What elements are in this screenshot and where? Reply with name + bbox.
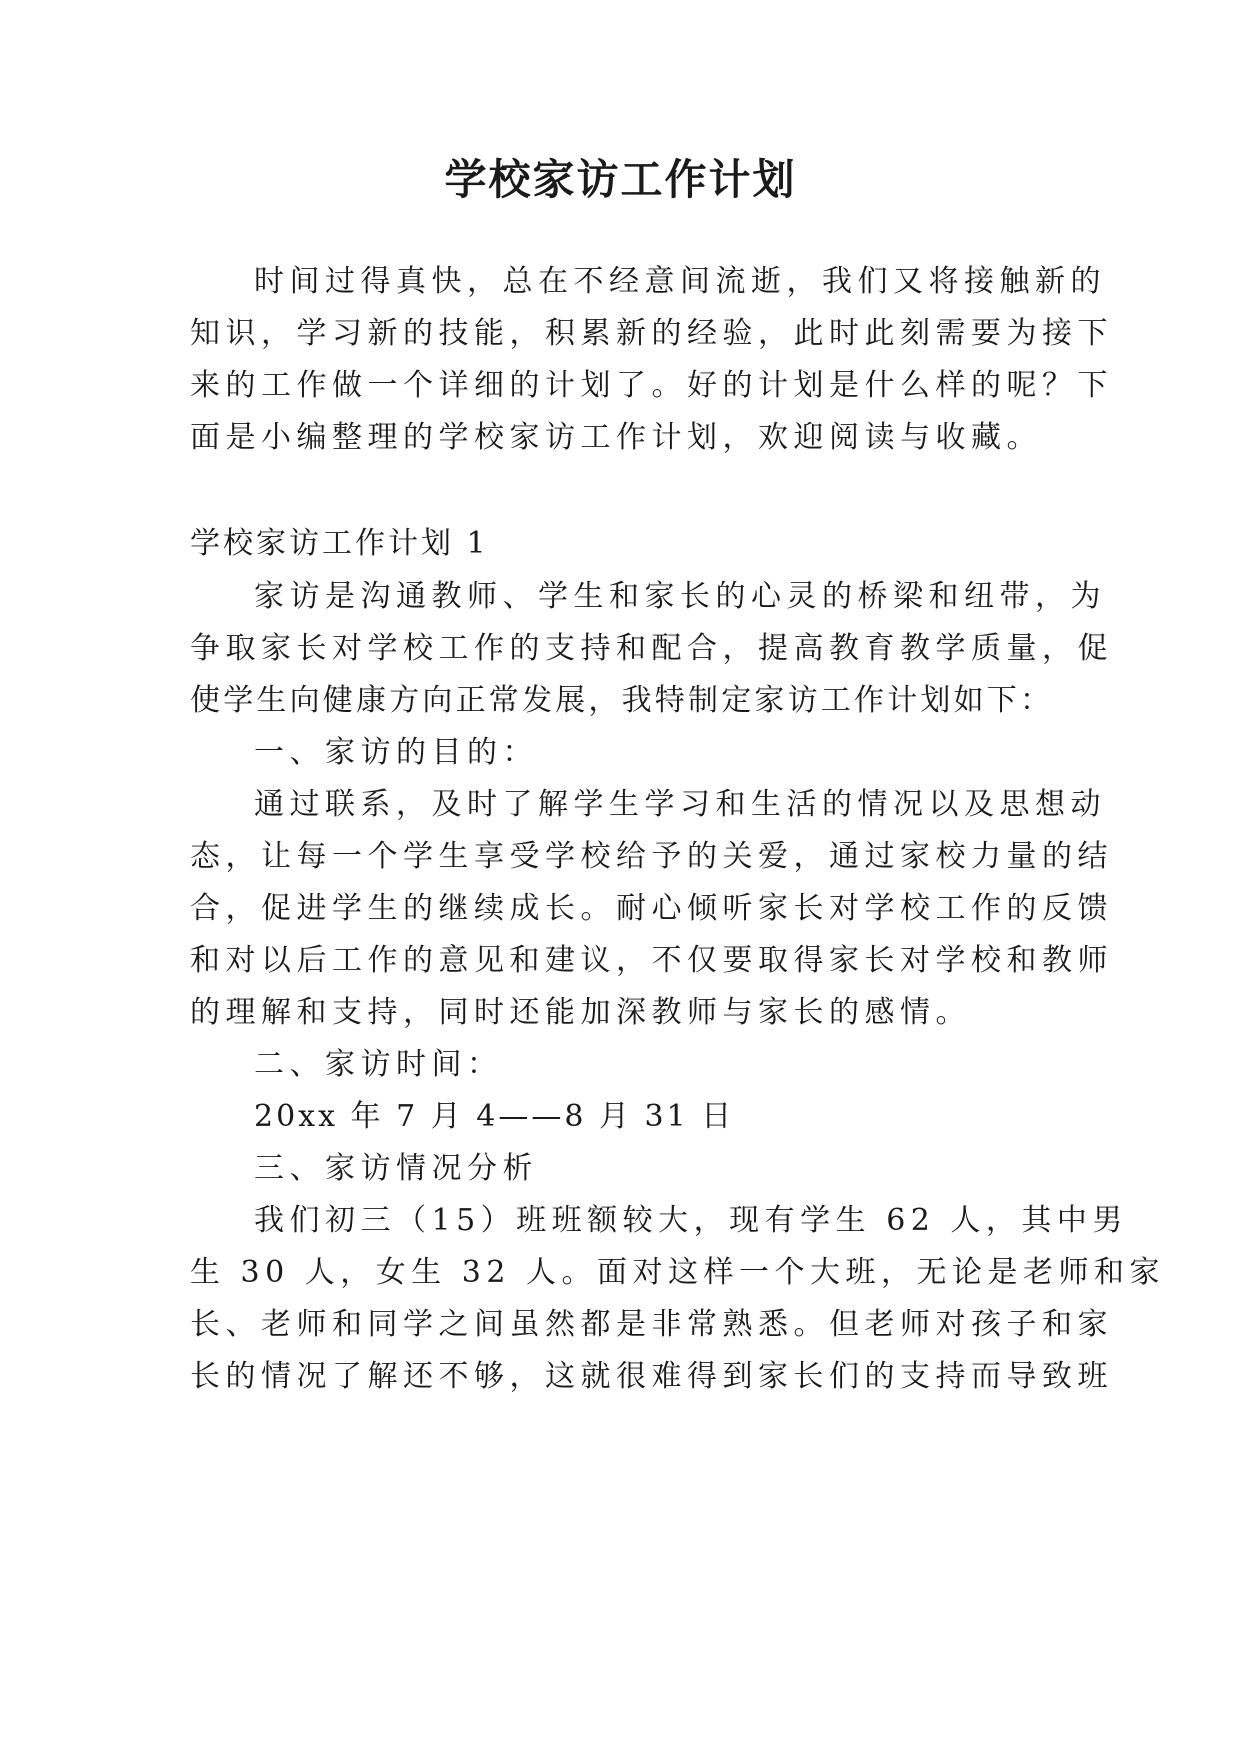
time-heading: 二、家访时间： bbox=[254, 1047, 503, 1082]
time-value: 20xx 年 7 月 4——8 月 31 日 bbox=[254, 1099, 735, 1134]
purpose-line-5: 的理解和支持，同时还能加深教师与家长的感情。 bbox=[190, 995, 971, 1030]
purpose-line-2: 态，让每一个学生享受学校给予的关爱，通过家校力量的结 bbox=[190, 839, 1113, 874]
intro-line-3: 来的工作做一个详细的计划了。好的计划是什么样的呢？下 bbox=[190, 368, 1113, 403]
analysis-heading: 三、家访情况分析 bbox=[254, 1151, 538, 1186]
purpose-heading: 一、家访的目的： bbox=[254, 735, 538, 770]
para1-line-2: 争取家长对学校工作的支持和配合，提高教育教学质量，促 bbox=[190, 631, 1113, 666]
intro-line-4: 面是小编整理的学校家访工作计划，欢迎阅读与收藏。 bbox=[190, 420, 1042, 455]
analysis-line-3: 长、老师和同学之间虽然都是非常熟悉。但老师对孩子和家 bbox=[190, 1307, 1113, 1342]
analysis-line-1: 我们初三（15）班班额较大，现有学生 62 人，其中男 bbox=[254, 1203, 1128, 1238]
intro-line-1: 时间过得真快，总在不经意间流逝，我们又将接触新的 bbox=[254, 264, 1106, 299]
analysis-line-2: 生 30 人，女生 32 人。面对这样一个大班，无论是老师和家 bbox=[190, 1255, 1165, 1290]
section-heading: 学校家访工作计划 1 bbox=[190, 526, 489, 561]
analysis-line-4: 长的情况了解还不够，这就很难得到家长们的支持而导致班 bbox=[190, 1359, 1113, 1394]
purpose-line-1: 通过联系，及时了解学生学习和生活的情况以及思想动 bbox=[254, 787, 1106, 822]
intro-line-2: 知识，学习新的技能，积累新的经验，此时此刻需要为接下 bbox=[190, 316, 1113, 351]
para1-line-1: 家访是沟通教师、学生和家长的心灵的桥梁和纽带，为 bbox=[254, 579, 1106, 614]
purpose-line-3: 合，促进学生的继续成长。耐心倾听家长对学校工作的反馈 bbox=[190, 891, 1113, 926]
document-title: 学校家访工作计划 bbox=[444, 155, 797, 204]
purpose-line-4: 和对以后工作的意见和建议，不仅要取得家长对学校和教师 bbox=[190, 943, 1113, 978]
para1-line-3: 使学生向健康方向正常发展，我特制定家访工作计划如下： bbox=[190, 683, 1054, 718]
